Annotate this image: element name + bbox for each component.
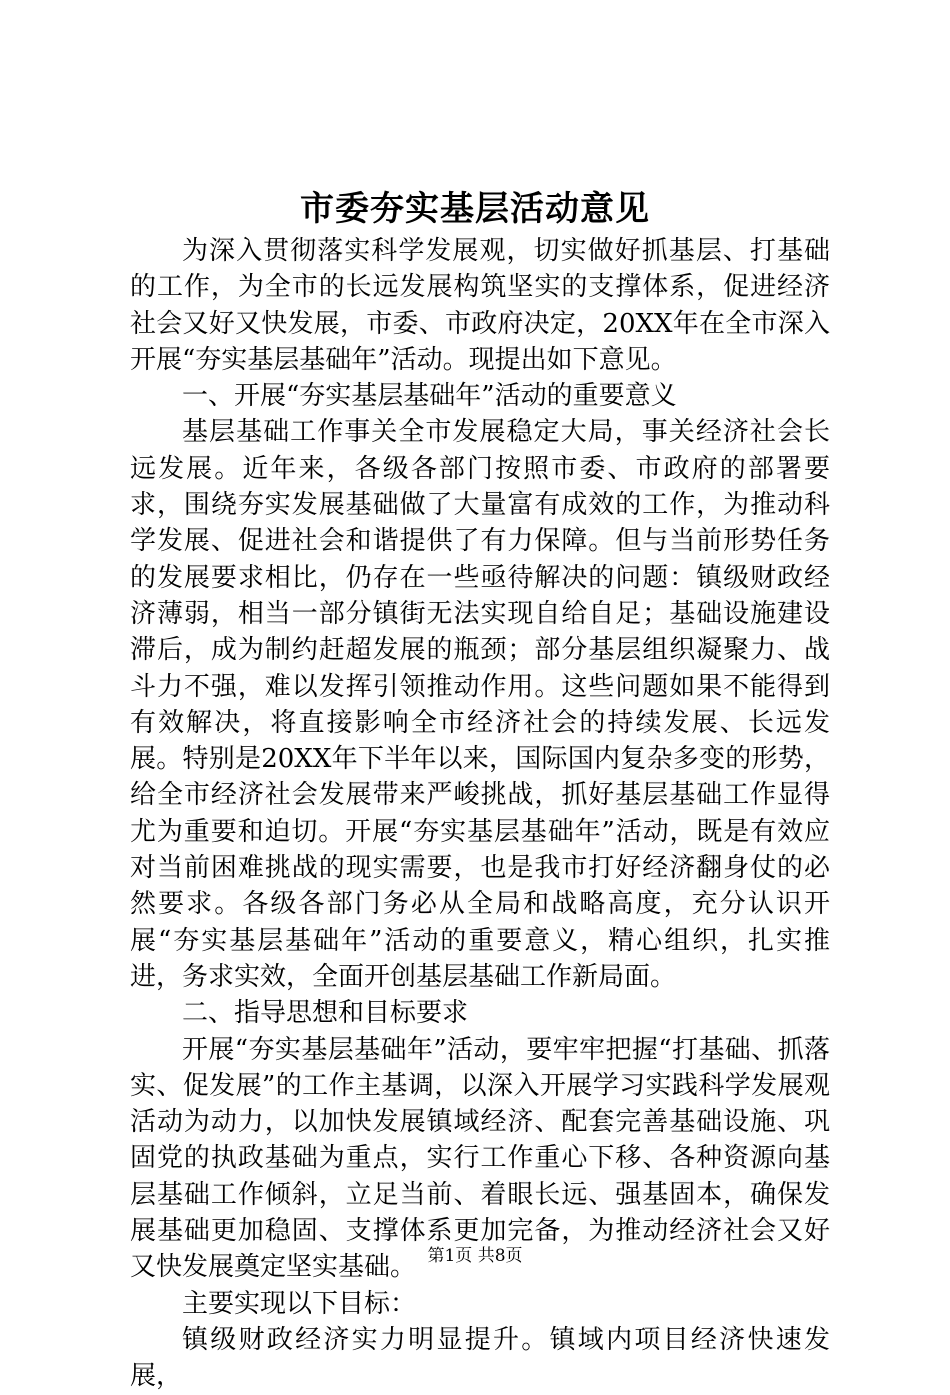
page-number-footer: 第1页 共8页 — [427, 1246, 523, 1266]
body-paragraph: 镇级财政经济实力明显提升。镇域内项目经济快速发展， — [130, 1324, 830, 1392]
body-paragraph: 开展“夯实基层基础年”活动，要牢牢把握“打基础、抓落实、促发展”的工作主基调，以深入开展学习实践科学发展观活动为动力，以加快发展镇域经济、配套完善基础设施、巩固党的执政基础为重点，实行工作重心下移、各种资源向基层基础工作倾斜，立足当前、着眼长远、强基固本，确保发展基础更加稳固、支撑体系更加完备，为推动经济社会又好又快发展奠定坚实基础。 — [130, 1034, 830, 1283]
intro-paragraph: 为深入贯彻落实科学发展观，切实做好抓基层、打基础的工作，为全市的长远发展构筑坚实的支撑体系，促进经济社会又好又快发展，市委、市政府决定，20XX年在全市深入开展“夯实基层基础年”活动。现提出如下意见。 — [130, 236, 830, 375]
section-heading-1: 一、开展“夯实基层基础年”活动的重要意义 — [182, 381, 677, 412]
body-paragraph: 主要实现以下目标： — [182, 1288, 417, 1319]
page-title: 市委夯实基层活动意见 — [300, 189, 650, 229]
body-paragraph: 基层基础工作事关全市发展稳定大局，事关经济社会长远发展。近年来，各级各部门按照市委、市政府的部署要求，围绕夯实发展基础做了大量富有成效的工作，为推动科学发展、促进社会和谐提供了有力保障。但与当前形势任务的发展要求相比，仍存在一些亟待解决的问题：镇级财政经济薄弱，相当一部分镇街无法实现自给自足；基础设施建设滞后，成为制约赶超发展的瓶颈；部分基层组织凝聚力、战斗力不强，难以发挥引领推动作用。这些问题如果不能得到有效解决，将直接影响全市经济社会的持续发展、长远发展。特别是20XX年下半年以来，国际国内复杂多变的形势，给全市经济社会发展带来严峻挑战，抓好基层基础工作显得尤为重要和迫切。开展“夯实基层基础年”活动，既是有效应对当前困难挑战的现实需要，也是我市打好经济翻身仗的必然要求。各级各部门务必从全局和战略高度，充分认识开展“夯实基层基础年”活动的重要意义，精心组织，扎实推进，务求实效，全面开创基层基础工作新局面。 — [130, 417, 830, 992]
document-body — [130, 233, 830, 1395]
section-heading-2: 二、指导思想和目标要求 — [182, 998, 469, 1029]
